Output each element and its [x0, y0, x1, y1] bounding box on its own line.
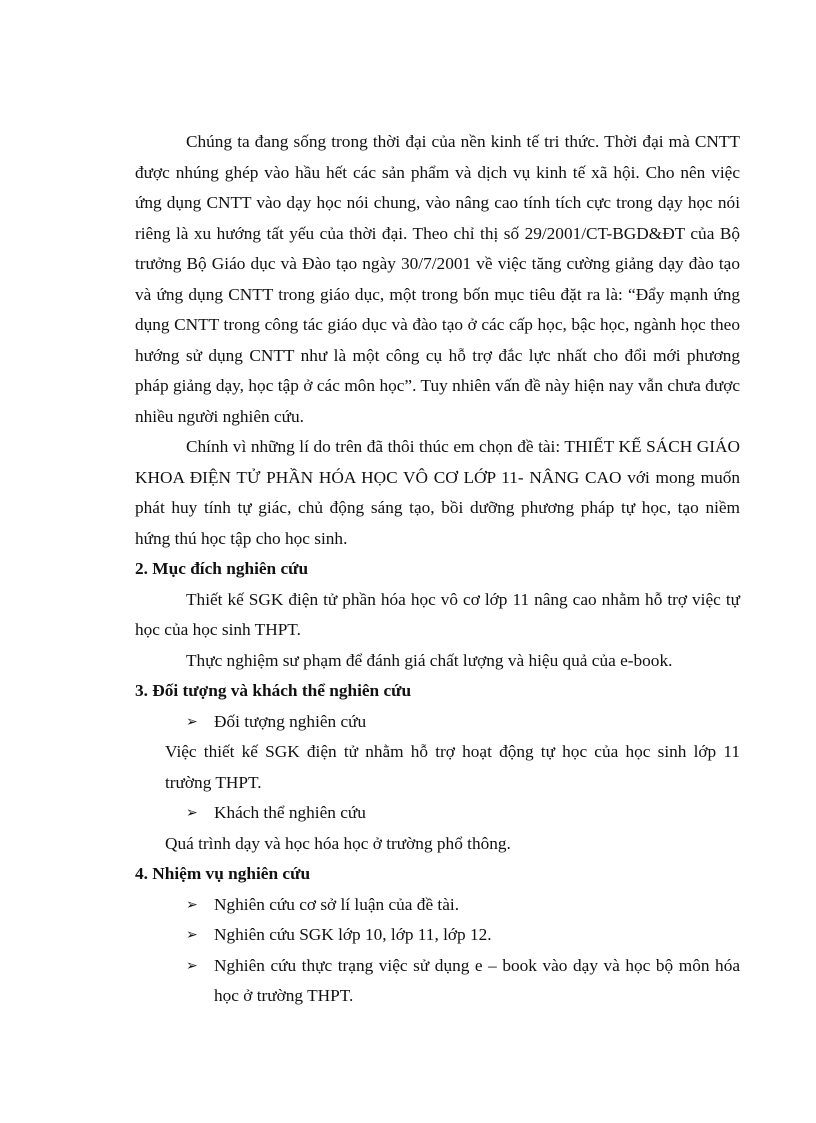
section-4-item-2: [135, 920, 740, 951]
intro-paragraph-1: Chúng ta đang sống trong thời đại của nền kinh tế tri thức. Thời đại mà CNTT được nhúng ghép vào hầu hết các sản phẩm và dịch vụ kinh tế xã hội. Cho nên việc ứng dụng CNTT vào dạy học nói chung, vào nâng cao tính tích cực trong dạy học nói riêng là xu hướng tất yếu của thời đại. Theo chỉ thị số 29/2001/CT-BGD&ĐT của Bộ trưởng Bộ Giáo dục và Đào tạo ngày 30/7/2001 về việc tăng cường giảng dạy đào tạo và ứng dụng CNTT trong giáo dục, một trong bốn mục tiêu đặt ra là: “Đẩy mạnh ứng dụng CNTT trong công tác giáo dục và đào tạo ở các cấp học, bậc học, ngành học theo hướng sử dụng CNTT như là một công cụ hỗ trợ đắc lực nhất cho đổi mới phương pháp giảng dạy, học tập ở các môn học”. Tuy nhiên vấn đề này hiện nay vẫn chưa được nhiều người nghiên cứu.: [135, 132, 740, 426]
bullet-label: Khách thể nghiên cứu: [214, 803, 366, 822]
section-3-text-1: Việc thiết kế SGK điện tử nhằm hỗ trợ hoạt động tự học của học sinh lớp 11 trường THPT.: [165, 742, 740, 792]
arrow-bullet-icon: ➢: [186, 713, 198, 730]
arrow-bullet-icon: ➢: [186, 896, 198, 913]
list-item: Nghiên cứu SGK lớp 10, lớp 11, lớp 12.: [214, 925, 492, 944]
section-4-item-3: [135, 951, 740, 1012]
section-3-heading: 3. Đối tượng và khách thể nghiên cứu: [135, 681, 412, 700]
intro-paragraph-2: Chính vì những lí do trên đã thôi thúc em chọn đề tài: THIẾT KẾ SÁCH GIÁO KHOA ĐIỆN TỬ PHẦN HÓA HỌC VÔ CƠ LỚP 11- NÂNG CAO với mong muốn phát huy tính tự giác, chủ động sáng tạo, bồi dưỡng phương pháp tự học, tạo niềm hứng thú học tập cho học sinh.: [135, 437, 740, 548]
section-3-bullet-1: [135, 707, 740, 738]
arrow-bullet-icon: ➢: [186, 805, 198, 821]
bullet-label: Đối tượng nghiên cứu: [214, 711, 367, 731]
arrow-bullet-icon: ➢: [186, 927, 198, 943]
section-3-bullet-2: [135, 798, 740, 829]
section-4-item-1: [135, 890, 740, 921]
document-page: [135, 127, 740, 1012]
list-item: Nghiên cứu cơ sở lí luận của đề tài.: [214, 894, 460, 914]
section-2-paragraph-1: Thiết kế SGK điện tử phần hóa học vô cơ lớp 11 nâng cao nhằm hỗ trợ việc tự học của học sinh THPT.: [135, 589, 740, 639]
arrow-bullet-icon: ➢: [186, 957, 198, 974]
section-3-text-2: Quá trình dạy và học hóa học ở trường phổ thông.: [165, 833, 511, 853]
section-4-heading: 4. Nhiệm vụ nghiên cứu: [135, 864, 311, 883]
section-2-heading: 2. Mục đích nghiên cứu: [135, 559, 309, 578]
section-2-paragraph-2: Thực nghiệm sư phạm để đánh giá chất lượng và hiệu quả của e-book.: [186, 650, 673, 670]
list-item: Nghiên cứu thực trạng việc sử dụng e – book vào dạy và học bộ môn hóa học ở trường THPT.: [214, 955, 740, 1005]
